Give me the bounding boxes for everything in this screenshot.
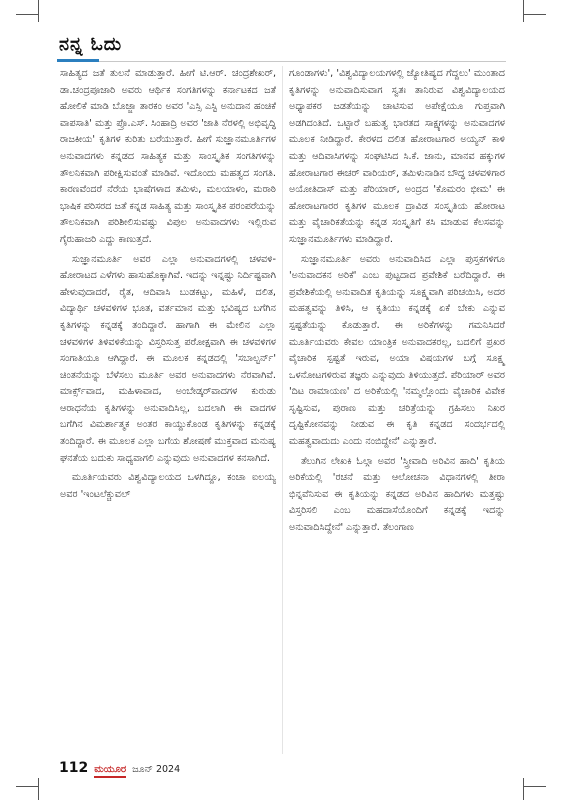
paragraph: ಸುಜ್ಞಾನಮೂರ್ತಿ ಅವರು ಅನುವಾದಿಸಿದ ಎಲ್ಲಾ ಪುಸ್ತಕಗಳಿಗೂ 'ಅನುವಾದಕನ ಅರಿಕೆ' ಎಂಬ ಪುಟ್ಟದಾದ ಪ್ರವೇಶಿಕೆ ಬರೆದಿದ್ದಾರೆ. ಈ ಪ್ರವೇಶಿಕೆಯಲ್ಲಿ ಅನುವಾದಿತ ಕೃತಿಯನ್ನು ಸೂಕ್ಷ್ಮವಾಗಿ ಪರಿಚಯಿಸಿ, ಅದರ ಮಹತ್ವವನ್ನು ತಿಳಿಸಿ, ಆ ಕೃತಿಯು ಕನ್ನಡಕ್ಕೆ ಏಕೆ ಬೇಕು ಎನ್ನುವ ಸ್ಪಷ್ಟತೆಯನ್ನು ಕೊಡುತ್ತಾರೆ. ಈ ಅರಿಕೆಗಳನ್ನು ಗಮನಿಸಿದರೆ ಮೂರ್ತಿಯವರು ಕೇವಲ ಯಾಂತ್ರಿಕ ಅನುವಾದಕರಲ್ಲ, ಬದಲಿಗೆ ಪ್ರಖರ ವೈಚಾರಿಕ ಸ್ಪಷ್ಟತೆ ಇರುವ, ಅಯಾ ವಿಷಯಗಳ ಬಗ್ಗೆ ಸೂಕ್ಷ್ಮ ಒಳನೋಟಗಳಿರುವ ತಜ್ಞರು ಎನ್ನುವುದು ತಿಳಿಯುತ್ತದೆ. ಪೆರಿಯಾರ್ ಅವರ 'ದಿಟ ರಾಮಾಯಣ' ದ ಅರಿಕೆಯಲ್ಲಿ 'ನಮ್ಮಲ್ಲೊಂದು ವೈಚಾರಿಕ ವಿವೇಕ ಸೃಷ್ಟಿಸುವ, ಪುರಾಣ ಮತ್ತು ಚರಿತ್ರೆಯನ್ನು ಗ್ರಹಿಸಲು ನಿಖರ ದೃಷ್ಟಿಕೋನವನ್ನು ನೀಡುವ ಈ ಕೃತಿ ಕನ್ನಡದ ಸಂದರ್ಭದಲ್ಲಿ ಮಹತ್ವವಾದುದು ಎಂದು ನಂಬಿದ್ದೇನೆ' ಎನ್ನುತ್ತಾರೆ.	[289, 253, 505, 448]
paragraph: ಸಾಹಿತ್ಯದ ಜತೆ ತುಲನೆ ಮಾಡುತ್ತಾರೆ. ಹೀಗೆ ಟಿ.ಆರ್. ಚಂದ್ರಶೇಖರ್, ಡಾ.ಚಂದ್ರಪೂಜಾರಿ ಅವರು ಆರ್ಥಿಕ ಸಂಗತಿಗಳನ್ನು ಕರ್ನಾಟಕದ ಜತೆ ಹೋಲಿಕೆ ಮಾಡಿ ಬೊಜ್ಜಾ ತಾರಕಂ ಅವರ 'ಎಸ್ಸಿ ಎಸ್ಟಿ ಅನುದಾನ ಹಂಚಿಕೆ ವಾಪಸಾತಿ' ಮತ್ತು ಪ್ರೊ.ಎಸ್. ಸಿಂಹಾದ್ರಿ ಅವರ 'ಜಾತಿ ನೆರಳಲ್ಲಿ ಅಭಿವೃದ್ಧಿ ರಾಜಕೀಯ' ಕೃತಿಗಳ ಕುರಿತು ಬರೆಯುತ್ತಾರೆ. ಹೀಗೆ ಸುಜ್ಞಾನಮೂರ್ತಿಗಳ ಅನುವಾದಗಳು ಕನ್ನಡದ ಸಾಹಿತ್ಯಕ ಮತ್ತು ಸಾಂಸ್ಕೃತಿಕ ಸಂಗತಿಗಳನ್ನು ತೌಲನಿಕವಾಗಿ ಪರೀಕ್ಷಿಸುವಂತೆ ಮಾಡಿವೆ. ಇದೊಂದು ಮಹತ್ವದ ಸಂಗತಿ. ಕಾರಣವೆಂದರೆ ನೆರೆಯ ಭಾಷೆಗಳಾದ ತಮಿಳು, ಮಲಯಾಳಂ, ಮರಾಠಿ ಭಾಷಿಕ ಪರಿಸರದ ಜತೆ ಕನ್ನಡ ಸಾಹಿತ್ಯ ಮತ್ತು ಸಾಂಸ್ಕೃತಿಕ ಪರಂಪರೆಯನ್ನು ತೌಲನಿಕವಾಗಿ ಪರಿಶೀಲಿಸುವಷ್ಟು ವಿಪುಲ ಅನುವಾದಗಳು ಇಲ್ಲಿರುವ ಗೈರುಹಾಜರಿ ಎದ್ದು ಕಾಣುತ್ತದೆ.	[60, 68, 276, 245]
crop-mark	[524, 786, 546, 787]
crop-mark	[524, 14, 546, 15]
section-title: ನನ್ನ ಓದು	[59, 34, 123, 55]
crop-mark	[38, 778, 39, 800]
page-footer	[59, 760, 180, 778]
magazine-logo: ಮಯೂರ	[94, 764, 126, 778]
paragraph: ಮೂರ್ತಿಯವರು ವಿಶ್ವವಿದ್ಯಾಲಯದ ಒಳಗಿದ್ದೂ, ಕಂಚಾ ಐಲಯ್ಯ ಅವರ 'ಇಂಟಲೆಕ್ಚುವಲ್	[60, 472, 276, 500]
crop-mark	[38, 0, 39, 22]
paragraph: ತೆಲುಗಿನ ಲೇಖಕಿ ಓಲ್ಗಾ ಅವರ 'ಸ್ತ್ರೀವಾದಿ ಅರಿವಿನ ಹಾದಿ' ಕೃತಿಯ ಅರಿಕೆಯಲ್ಲಿ 'ರಚನೆ ಮತ್ತು ಆಲೋಚನಾ ವಿಧಾನಗಳಲ್ಲಿ ತೀರಾ ಭಿನ್ನವೆನಿಸುವ ಈ ಕೃತಿಯನ್ನು ಕನ್ನಡದ ಅರಿವಿನ ಹಾದಿಗಳು ಮತ್ತಷ್ಟು ವಿಸ್ತರಿಸಲಿ ಎಂಬ ಮಹದಾಸೆಯೊಂದಿಗೆ ಕನ್ನಡಕ್ಕೆ ಇದನ್ನು ಅನುವಾದಿಸಿದ್ದೇನೆ' ಎನ್ನುತ್ತಾರೆ. ತೆಲಂಗಾಣ	[289, 455, 505, 534]
article-column-right	[289, 66, 505, 540]
crop-mark	[16, 786, 38, 787]
paragraph: ಗೂಂಡಾಗಳು', 'ವಿಶ್ವವಿದ್ಯಾಲಯಗಳಲ್ಲಿ ಜ್ಯೋತಿಷ್ಯದ ಗೆದ್ದಲು' ಮುಂತಾದ ಕೃತಿಗಳನ್ನು ಅನುವಾದಿಸುವಾಗ ಸ್ವತಃ ತಾನಿರುವ ವಿಶ್ವವಿದ್ಯಾಲಯದ ಅಧ್ಯಾಪಕರ ಜಡತೆಯನ್ನು ಚಾಟಿಸುವ ಅಪೇಕ್ಷೆಯೂ ಗುಪ್ತವಾಗಿ ಅಡಗಿದಂತಿದೆ. ಒಟ್ಟಾರೆ ಬಹುತ್ವ ಭಾರತದ ಸಾಕ್ಷ್ಯಗಳನ್ನು ಅನುವಾದಗಳ ಮೂಲಕ ನೀಡಿದ್ದಾರೆ. ಕೇರಳದ ದಲಿತ ಹೋರಾಟಗಾರ ಅಯ್ಯನ್ ಕಾಳಿ ಮತ್ತು ಆದಿವಾಸಿಗಳನ್ನು ಸಂಘಟಿಸಿದ ಸಿ.ಕೆ. ಜಾನು, ಮಾನವ ಹಕ್ಕುಗಳ ಹೋರಾಟಗಾರ ಈಚರ್ ವಾರಿಯರ್, ತಮಿಳುನಾಡಿನ ಬೌದ್ಧ ಚಳವಳಿಗಾರ ಅಯೋತಿದಾಸ್ ಮತ್ತು ಪೆರಿಯಾರ್, ಅಂದ್ರದ 'ಕೊಮರಂ ಭೀಮ' ಈ ಹೋರಾಟಗಾರರ ಕೃತಿಗಳ ಮೂಲಕ ದ್ರಾವಿಡ ಸಂಸ್ಕೃತಿಯ ಹೋರಾಟ ಮತ್ತು ವೈಚಾರಿಕತೆಯನ್ನು ಕನ್ನಡ ಸಂಸ್ಕೃತಿಗೆ ಕಸಿ ಮಾಡುವ ಕೆಲಸವನ್ನು ಸುಜ್ಞಾನಮೂರ್ತಿಗಳು ಮಾಡಿದ್ದಾರೆ.	[289, 68, 505, 245]
article-column-left	[60, 66, 276, 506]
header-rule	[57, 61, 506, 62]
crop-mark	[523, 0, 524, 22]
paragraph: ಸುಜ್ಞಾನಮೂರ್ತಿ ಅವರ ಎಲ್ಲಾ ಅನುವಾದಗಳಲ್ಲಿ ಚಳವಳಿ-ಹೋರಾಟದ ಎಳೆಗಳು ಹಾಸುಹೊಕ್ಕಾಗಿವೆ. ಇದನ್ನು ಇನ್ನಷ್ಟು ನಿರ್ದಿಷ್ಟವಾಗಿ ಹೇಳುವುದಾದರೆ, ರೈತ, ಆದಿವಾಸಿ ಬುಡಕಟ್ಟು, ಮಹಿಳೆ, ದಲಿತ, ವಿದ್ಯಾರ್ಥಿ ಚಳವಳಿಗಳ ಭೂತ, ವರ್ತಮಾನ ಮತ್ತು ಭವಿಷ್ಯದ ಬಗೆಗಿನ ಕೃತಿಗಳನ್ನು ಕನ್ನಡಕ್ಕೆ ತಂದಿದ್ದಾರೆ. ಹಾಗಾಗಿ ಈ ಮೇಲಿನ ಎಲ್ಲಾ ಚಳವಳಿಗಳ ತಿಳಿವಳಿಕೆಯನ್ನು ವಿಸ್ತರಿಸುತ್ತ ಪರೋಕ್ಷವಾಗಿ ಈ ಚಳವಳಿಗಳ ಸಂಗಾತಿಯೂ ಆಗಿದ್ದಾರೆ. ಈ ಮೂಲಕ ಕನ್ನಡದಲ್ಲಿ 'ಸಬಾಲ್ಟರ್ನ್' ಚಿಂತನೆಯನ್ನು ಬೆಳೆಸಲು ಮೂರ್ತಿ ಅವರ ಅನುವಾದಗಳು ನೆರವಾಗಿವೆ. ಮಾರ್ಕ್ಸ್‌ವಾದ, ಮಹಿಳಾವಾದ, ಅಂಬೇಡ್ಕರ್‌ವಾದಗಳ ಕುರುಡು ಆರಾಧನೆಯ ಕೃತಿಗಳನ್ನು ಅನುವಾದಿಸಿಲ್ಲ, ಬದಲಾಗಿ ಈ ವಾದಗಳ ಬಗೆಗಿನ ವಿಮರ್ಶಾತ್ಮಕ ಅಂತರ ಕಾಯ್ದುಕೊಂಡ ಕೃತಿಗಳನ್ನು ಕನ್ನಡಕ್ಕೆ ತಂದಿದ್ದಾರೆ. ಈ ಮೂಲಕ ಎಲ್ಲಾ ಬಗೆಯ ಶೋಷಣೆ ಮುಕ್ತವಾದ ಮನುಷ್ಯ ಘನತೆಯ ಬದುಕು ಸಾಧ್ಯವಾಗಲಿ ಎನ್ನುವುದು ಅನುವಾದಗಳ ಕನಸಾಗಿದೆ.	[60, 253, 276, 464]
crop-mark	[523, 778, 524, 800]
page-number: 112	[59, 760, 89, 776]
header-accent-bar	[57, 59, 99, 62]
crop-mark	[16, 14, 38, 15]
issue-date: ಜೂನ್ 2024	[132, 764, 181, 775]
column-divider	[282, 66, 283, 754]
